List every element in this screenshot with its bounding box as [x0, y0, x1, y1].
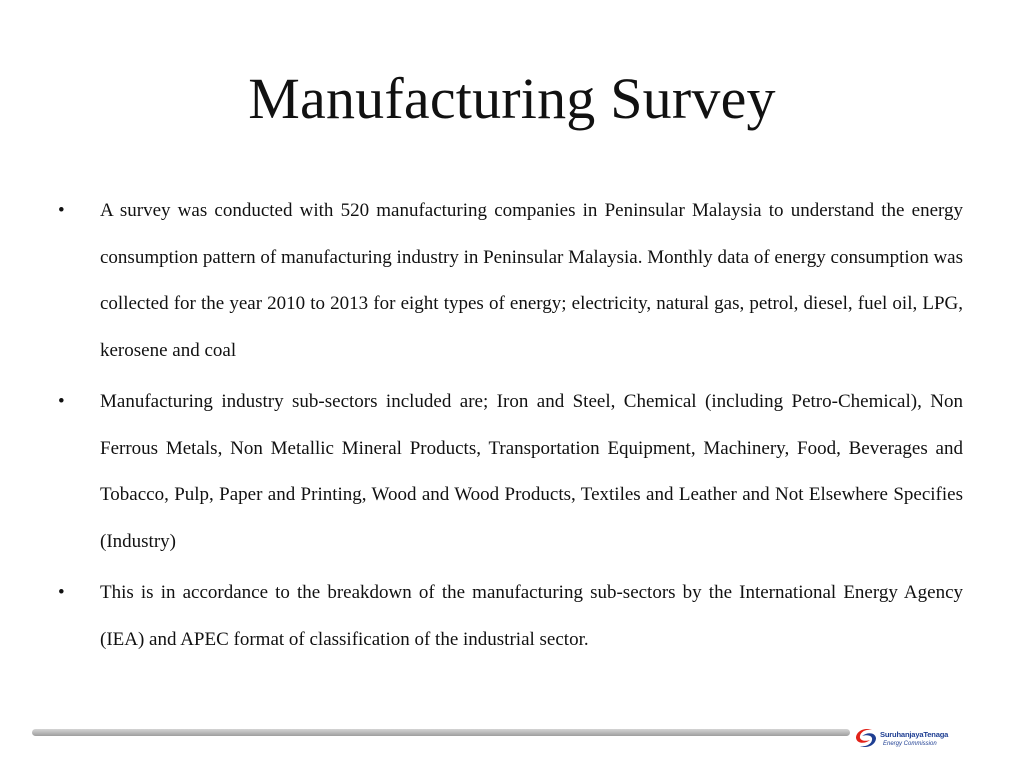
- bullet-marker: •: [58, 200, 65, 221]
- footer-divider-bar: [32, 729, 850, 736]
- bullet-text: This is in accordance to the breakdown of the manufacturing sub-sectors by the International Energy Agency (IEA) and APEC format of classification of the industrial sector.: [100, 582, 963, 650]
- bullet-item: [58, 570, 963, 663]
- bullet-text: A survey was conducted with 520 manufacturing companies in Peninsular Malaysia to understand the energy consumption pattern of manufacturing industry in Peninsular Malaysia. Monthly data of energy consumption was collected for the year 2010 to 2013 for eight types of energy; electricity, natural gas, petrol, diesel, fuel oil, LPG, kerosene and coal: [100, 200, 963, 361]
- energy-commission-logo-mark-icon: [853, 726, 879, 750]
- bullet-marker: •: [58, 582, 65, 603]
- logo-subtitle-text: Energy Commission: [883, 741, 937, 747]
- slide-title: Manufacturing Survey: [248, 66, 776, 131]
- bullet-item: [58, 188, 963, 374]
- energy-commission-logo: [853, 724, 965, 756]
- bullet-marker: •: [58, 391, 65, 412]
- bullet-list: [58, 188, 963, 668]
- bullet-text: Manufacturing industry sub-sectors included are; Iron and Steel, Chemical (including Petro-Chemical), Non Ferrous Metals, Non Metallic Mineral Products, Transportation Equipment, Machinery, Food, Beverages and Tobacco, Pulp, Paper and Printing, Wood and Wood Products, Textiles and Leather and Not Elsewhere Specifies (Industry): [100, 391, 963, 552]
- logo-name-text: SuruhanjayaTenaga: [880, 730, 949, 739]
- bullet-item: [58, 379, 963, 565]
